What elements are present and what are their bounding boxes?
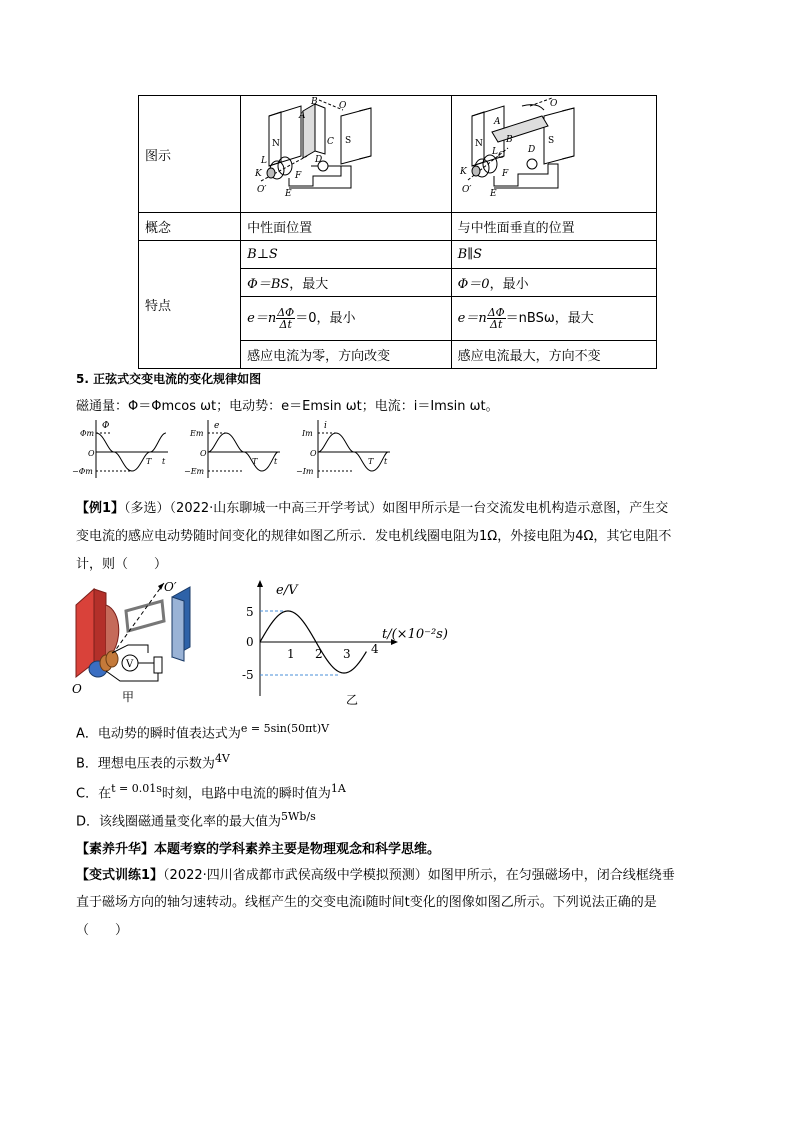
generator-diagram-perpendicular [452,96,652,208]
fig-label: D [527,145,535,155]
example1-tag: 【例1】 [76,501,125,516]
graph-bottom-label: −Em [184,467,205,476]
graph-top-label: Im [302,429,313,438]
graph-period: T [146,457,152,466]
axis-label-oprime: O′ [164,580,177,594]
option-formula: e = 5sin(50πt)V [240,722,330,735]
fig-label: O [339,101,347,111]
graph-ylabel: e [214,421,220,431]
option-letter: A． [76,726,98,742]
fig-label: B [505,135,513,145]
option-text-pre: 在 [98,786,112,802]
y-tick-5: 5 [246,605,254,619]
graph-period: T [252,457,258,466]
fig-label: L [261,156,268,166]
example1-line2: 变电流的感应电动势随时间变化的规律如图乙所示．发电机线圈电阻为1Ω，外接电阻为4Ω，其它电阻不 [76,529,672,544]
fraction-denominator: Δt [279,318,292,331]
option-letter: D． [76,814,100,830]
flux-graph [72,420,168,478]
flux-neutral [241,269,451,297]
b-relation-neutral: B⊥S [241,241,451,269]
y-tick-0: 0 [246,635,254,649]
graph-origin: O [88,449,95,458]
comparison-table [138,95,657,369]
perpendicular-figure [451,96,656,213]
fig-label: A [299,111,306,121]
generator-figure-jia [66,575,236,705]
option-text: 该线圈磁通量变化率的最大值为 [99,814,282,830]
row-label-concept: 概念 [139,213,241,241]
graph-bottom-label: −Φm [72,467,93,476]
graph-ylabel: i [324,421,327,431]
fig-label: N [474,139,483,149]
fig-label: B [311,97,318,107]
fig-label: O′ [257,185,267,195]
emf-neutral [241,297,451,341]
fig-label: K [459,167,467,177]
fig-label: E [285,189,292,199]
fig-label: O [549,99,558,109]
fig-label: A [493,117,501,127]
neutral-plane-figure [241,96,451,213]
figure-caption-jia: 甲 [122,690,135,704]
option-text: 时刻，电路中电流的瞬时值为 [161,786,331,802]
graph-top-label: Em [190,429,204,438]
graph-top-label: Φm [80,429,95,438]
current-graph [296,420,390,478]
section5-heading: 5. 正弦式交变电流的变化规律如图 [76,372,262,386]
flux-formula: Φ＝BS [247,277,290,292]
variant1-line1 [76,864,675,883]
emf-suffix: ＝nBSω，最大 [505,311,594,326]
emf-perpendicular [451,297,656,341]
emf-chart [236,578,456,706]
current-neutral: 感应电流为零，方向改变 [241,341,451,369]
fraction [487,307,506,330]
emf-prefix: e＝n [457,311,487,326]
variant1-text1: （2022·四川省成都市武侯高级中学模拟预测）如图甲所示，在匀强磁场中，闭合线框绕垂 [163,868,675,883]
fig-label: N [272,139,281,149]
option-c[interactable] [76,782,346,801]
graph-bottom-label: −Im [296,467,314,476]
fig-label: O′ [461,185,472,195]
fig-label: F [295,171,302,181]
emf-suffix: ＝0，最小 [295,311,356,326]
x-tick-1: 1 [287,647,295,661]
variant1-tag: 【变式训练1】 [76,868,164,883]
concept-neutral: 中性面位置 [241,213,451,241]
fig-label: K [255,169,262,179]
option-b[interactable] [76,752,230,771]
graph-t: t [274,457,278,466]
flux-text: ，最大 [289,277,329,292]
literacy-tag: 【素养升华】 [76,842,155,857]
example1-line3: 计，则（ ） [76,557,168,572]
example1-line1 [76,497,668,516]
option-letter: B． [76,756,98,772]
fig-label: S [547,136,554,146]
fig-label: E [489,189,497,199]
literacy-text: 本题考察的学科素养主要是物理观念和科学思维。 [154,842,441,857]
generator-diagram-neutral [241,96,446,208]
small-graphs [70,418,390,480]
fig-label: L [491,147,498,157]
fraction [276,307,295,330]
graph-ylabel: Φ [102,421,110,431]
b-relation-perpendicular: B∥S [451,241,656,269]
option-d[interactable] [76,810,316,829]
x-tick-2: 2 [315,647,323,661]
graph-period: T [368,457,374,466]
option-formula: 1A [330,782,346,795]
table-row [139,213,657,241]
option-formula-pre: t = 0.01s [111,782,162,795]
example1-text1: （多选）（2022·山东聊城一中高三开学考试）如图甲所示是一台交流发电机构造示意图，产生交 [124,501,669,516]
graph-origin: O [310,449,317,458]
graph-origin: O [200,449,207,458]
fraction-numerator: ΔΦ [277,306,295,319]
emf-graph [184,420,280,478]
row-label-figure: 图示 [139,96,241,213]
fig-label: C [497,151,505,161]
table-row [139,241,657,269]
flux-perpendicular [451,269,656,297]
fig-label: C [327,137,335,147]
x-tick-3: 3 [343,647,351,661]
concept-perpendicular: 与中性面垂直的位置 [451,213,656,241]
option-a[interactable] [76,722,329,741]
chart-ylabel: e/V [276,583,298,598]
fraction-numerator: ΔΦ [487,306,505,319]
variant1-line2: 直于磁场方向的轴匀速转动。线框产生的交变电流i随时间t变化的图像如图乙所示。下列说法正确的是 [76,895,657,910]
fig-label: D [315,155,323,165]
section5-formulas: 磁通量：Φ＝Φmcos ωt；电动势：e＝Emsin ωt；电流：i＝Imsin ωt。 [76,399,499,414]
row-label-feature: 特点 [139,241,241,369]
voltmeter-label: V [126,659,134,670]
variant1-line3: （ ） [76,923,129,938]
literacy-line [76,838,440,857]
table-row [139,96,657,213]
x-tick-4: 4 [371,642,379,656]
option-formula: 4V [214,752,230,765]
graph-t: t [162,457,166,466]
y-tick-neg5: -5 [242,668,254,682]
fraction-denominator: Δt [490,318,503,331]
option-formula: 5Wb/s [281,810,316,823]
flux-formula: Φ＝0 [457,277,490,292]
axis-label-o: O [72,682,82,696]
fig-label: S [345,136,352,146]
current-perpendicular: 感应电流最大，方向不变 [451,341,656,369]
option-text: 理想电压表的示数为 [97,756,215,772]
option-letter: C． [76,786,99,802]
graph-t: t [384,457,388,466]
chart-xlabel: t/(×10⁻²s) [382,627,448,642]
fig-label: F [501,169,508,179]
figure-caption-yi: 乙 [346,693,359,706]
flux-text: ，最小 [489,277,529,292]
emf-prefix: e＝n [247,311,277,326]
option-text: 电动势的瞬时值表达式为 [97,726,241,742]
